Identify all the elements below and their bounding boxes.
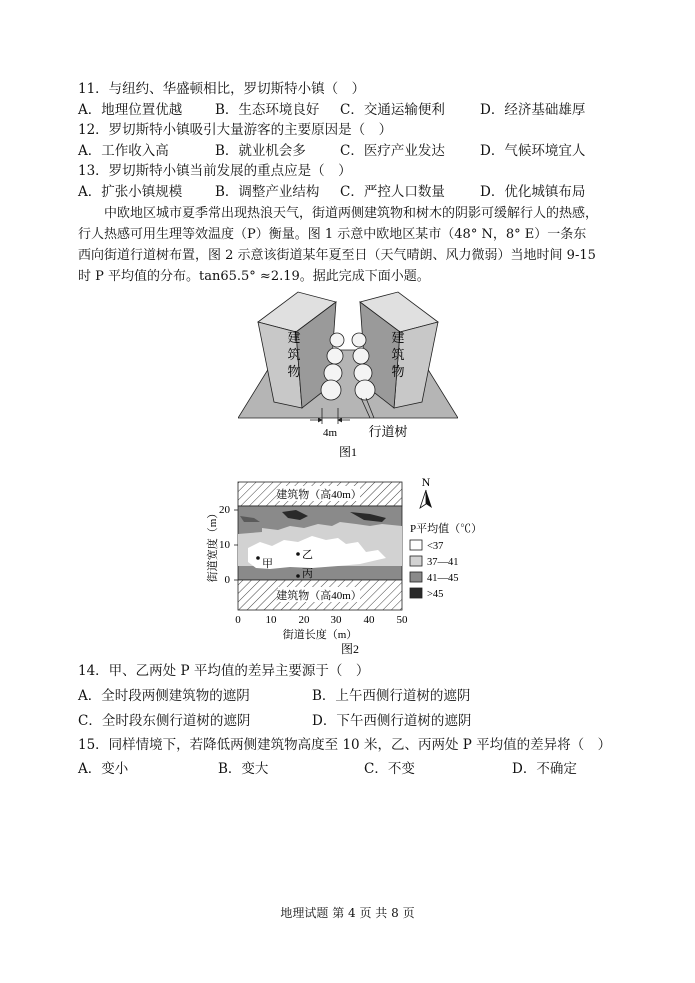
q14-option-d: D．下午西侧行道树的遮阴 — [312, 713, 472, 729]
q11-option-c: C．交通运输便利 — [340, 102, 445, 118]
point-jia — [256, 556, 260, 560]
x-tick: 0 — [235, 614, 241, 626]
point-yi-label: 乙 — [302, 549, 313, 561]
q13-option-c: C．严控人口数量 — [340, 184, 445, 200]
q13-option-b: B．调整产业结构 — [215, 184, 320, 200]
legend-swatch — [410, 556, 422, 566]
figure-2 — [200, 470, 500, 655]
q13-option-a: A．扩张小镇规模 — [78, 184, 183, 200]
legend-label: >45 — [427, 589, 444, 600]
x-tick: 20 — [298, 614, 310, 626]
tree-label: 行道树 — [368, 424, 408, 439]
intro-line: 行人热感可用生理等效温度（P）衡量。图 1 示意中欧地区某市（48° N，8° E）一条东 — [78, 227, 587, 242]
q11-option-d: D．经济基础雄厚 — [480, 102, 586, 118]
legend-label: <37 — [427, 541, 444, 552]
q12-stem: 12．罗切斯特小镇吸引大量游客的主要原因是（ ） — [78, 122, 393, 138]
legend-label: 37—41 — [427, 557, 459, 568]
figure-1 — [238, 290, 458, 460]
top-building-label: 建筑物（高40m） — [276, 489, 362, 501]
x-tick: 50 — [396, 614, 408, 626]
q15-option-a: A．变小 — [78, 761, 129, 777]
y-tick: 20 — [219, 504, 230, 516]
q14-option-c: C．全时段东侧行道树的遮阴 — [78, 713, 251, 729]
q12-option-c: C．医疗产业发达 — [340, 143, 445, 159]
q13-option-d: D．优化城镇布局 — [480, 184, 586, 200]
x-axis-label: 街道长度（m） — [282, 629, 358, 641]
q14-option-a: A．全时段两侧建筑物的遮阴 — [78, 688, 250, 704]
point-bing — [296, 574, 300, 578]
legend-title: P平均值（℃） — [410, 523, 483, 535]
y-tick: 0 — [224, 574, 230, 586]
point-bing-label: 丙 — [302, 568, 313, 580]
y-axis-label: 街道宽度（m） — [207, 507, 219, 583]
q13-stem: 13．罗切斯特小镇当前发展的重点应是（ ） — [78, 163, 352, 179]
intro-line: 中欧地区城市夏季常出现热浪天气，街道两侧建筑物和树木的阴影可缓解行人的热感， — [78, 206, 599, 221]
legend-swatch — [410, 572, 422, 582]
q15-stem: 15．同样情境下，若降低两侧建筑物高度至 10 米，乙、丙两处 P 平均值的差异将（ ） — [78, 737, 612, 753]
north-arrow-icon — [426, 490, 432, 508]
q11-option-b: B．生态环境良好 — [215, 102, 320, 118]
q11-stem: 11．与纽约、华盛顿相比，罗切斯特小镇（ ） — [78, 81, 366, 97]
legend-swatch — [410, 540, 422, 550]
q12-option-b: B．就业机会多 — [215, 143, 306, 159]
y-tick: 10 — [219, 539, 230, 551]
width-label: 4m — [322, 427, 338, 439]
intro-line: 时 P 平均值的分布。tan65.5° ≈2.19。据此完成下面小题。 — [78, 269, 430, 284]
q15-option-c: C．不变 — [364, 761, 415, 777]
q11-option-a: A．地理位置优越 — [78, 102, 183, 118]
right-building-label: 建筑物 — [391, 330, 405, 379]
x-ticks — [235, 614, 408, 626]
q12-option-d: D．气候环境宜人 — [480, 143, 586, 159]
left-building-label: 建筑物 — [287, 330, 301, 379]
legend — [410, 540, 459, 600]
figure2-caption: 图2 — [340, 642, 360, 655]
y-ticks — [219, 504, 231, 586]
x-tick: 30 — [330, 614, 342, 626]
page-footer: 地理试题 第 4 页 共 8 页 — [280, 906, 415, 920]
x-tick: 40 — [363, 614, 375, 626]
north-label: N — [421, 475, 431, 489]
point-yi — [296, 552, 300, 556]
legend-label: 41—45 — [427, 573, 459, 584]
intro-paragraph — [78, 203, 638, 287]
intro-line: 西向街道行道树布置，图 2 示意该街道某年夏至日（天气晴朗、风力微弱）当地时间 9-15 — [78, 248, 596, 263]
bottom-building-label: 建筑物（高40m） — [276, 590, 362, 602]
q15-option-d: D．不确定 — [512, 761, 577, 777]
q12-option-a: A．工作收入高 — [78, 143, 169, 159]
x-tick: 10 — [265, 614, 277, 626]
legend-swatch — [410, 588, 422, 598]
point-jia-label: 甲 — [262, 558, 273, 570]
q14-stem: 14．甲、乙两处 P 平均值的差异主要源于（ ） — [78, 663, 370, 679]
q15-option-b: B．变大 — [218, 761, 269, 777]
q14-option-b: B．上午西侧行道树的遮阴 — [312, 688, 471, 704]
figure1-caption: 图1 — [338, 445, 358, 459]
